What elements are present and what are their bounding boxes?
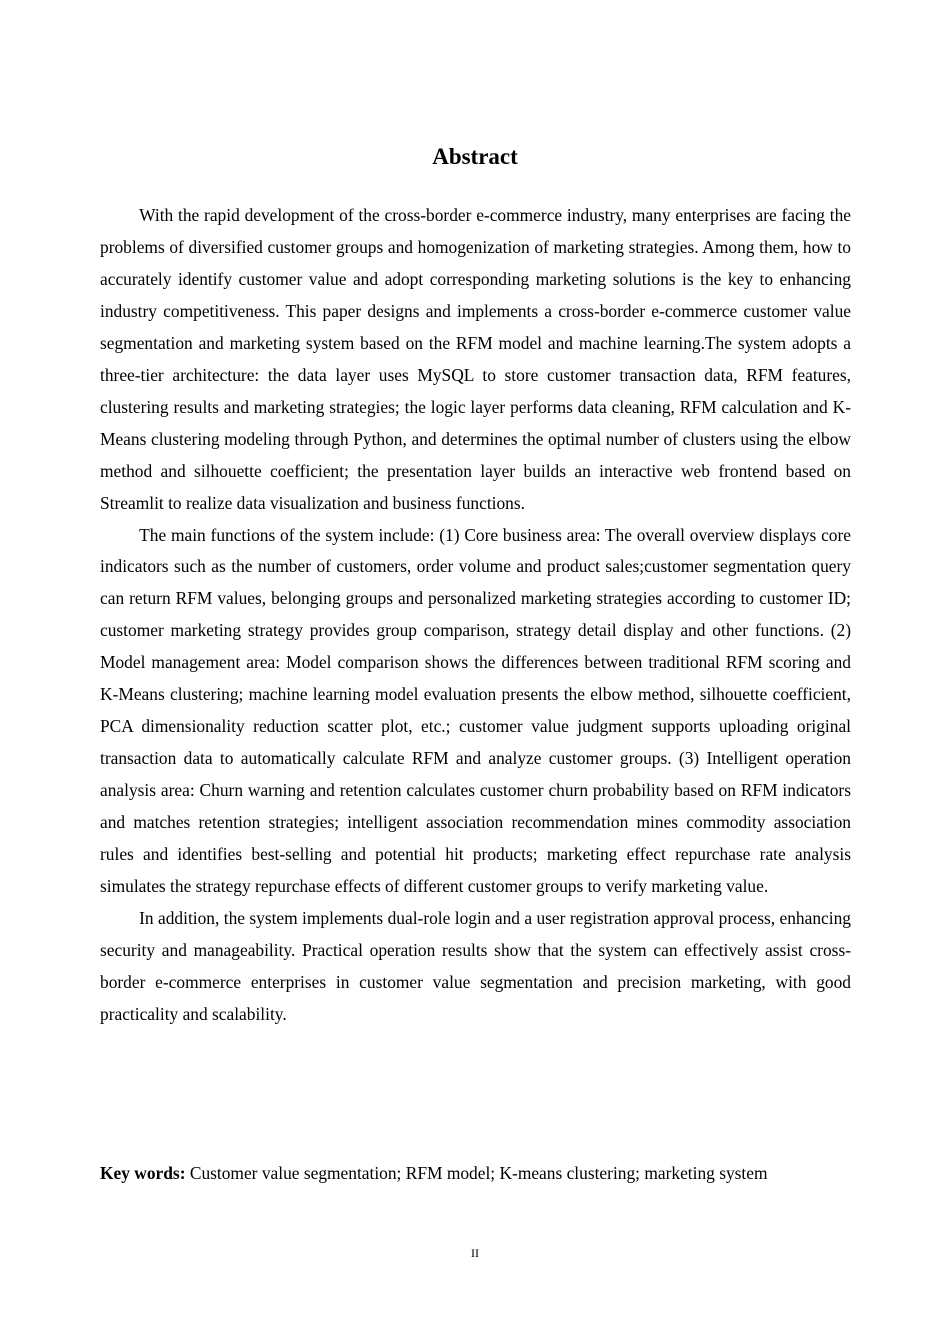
page-number: II: [471, 1246, 479, 1260]
abstract-title: Abstract: [432, 144, 518, 169]
abstract-paragraph-2: The main functions of the system include: (1) Core business area: The overall overview displays core indicators such as the number of customers, order volume and product sales;customer segmentation query can return RFM values, belonging groups and personalized marketing strategies according to customer ID; customer marketing strategy provides group comparison, strategy detail display and other functions. (2) Model management area: Model comparison shows the differences between traditional RFM scoring and K-Means clustering; machine learning model evaluation presents the elbow method, silhouette coefficient, PCA dimensionality reduction scatter plot, etc.; customer value judgment supports uploading original transaction data to automatically calculate RFM and analyze customer groups. (3) Intelligent operation analysis area: Churn warning and retention calculates customer churn probability based on RFM indicators and matches retention strategies; intelligent association recommendation mines commodity association rules and identifies best-selling and potential hit products; marketing effect repurchase rate analysis simulates the strategy repurchase effects of different customer groups to verify marketing value.: [100, 524, 851, 897]
keywords-text: Customer value segmentation; RFM model; K-means clustering; marketing system: [185, 1163, 768, 1183]
abstract-body: [100, 200, 851, 1031]
abstract-paragraph-1: With the rapid development of the cross-border e-commerce industry, many enterprises are facing the problems of diversified customer groups and homogenization of marketing strategies. Among them, how to accurately identify customer value and adopt corresponding marketing solutions is the key to enhancing industry competitiveness. This paper designs and implements a cross-border e-commerce customer value segmentation and marketing system based on the RFM model and machine learning.The system adopts a three-tier architecture: the data layer uses MySQL to store customer transaction data, RFM features, clustering results and marketing strategies; the logic layer performs data cleaning, RFM calculation and K-Means clustering modeling through Python, and determines the optimal number of clusters using the elbow method and silhouette coefficient; the presentation layer builds an interactive web frontend based on Streamlit to realize data visualization and business functions.: [100, 205, 851, 513]
abstract-paragraph-3: In addition, the system implements dual-role login and a user registration approval process, enhancing security and manageability. Practical operation results show that the system can effectively assist cross-border e-commerce enterprises in customer value segmentation and precision marketing, with good practicality and scalability.: [100, 907, 851, 1024]
keywords-label: Key words:: [100, 1163, 186, 1183]
keywords-line: [100, 1158, 860, 1189]
